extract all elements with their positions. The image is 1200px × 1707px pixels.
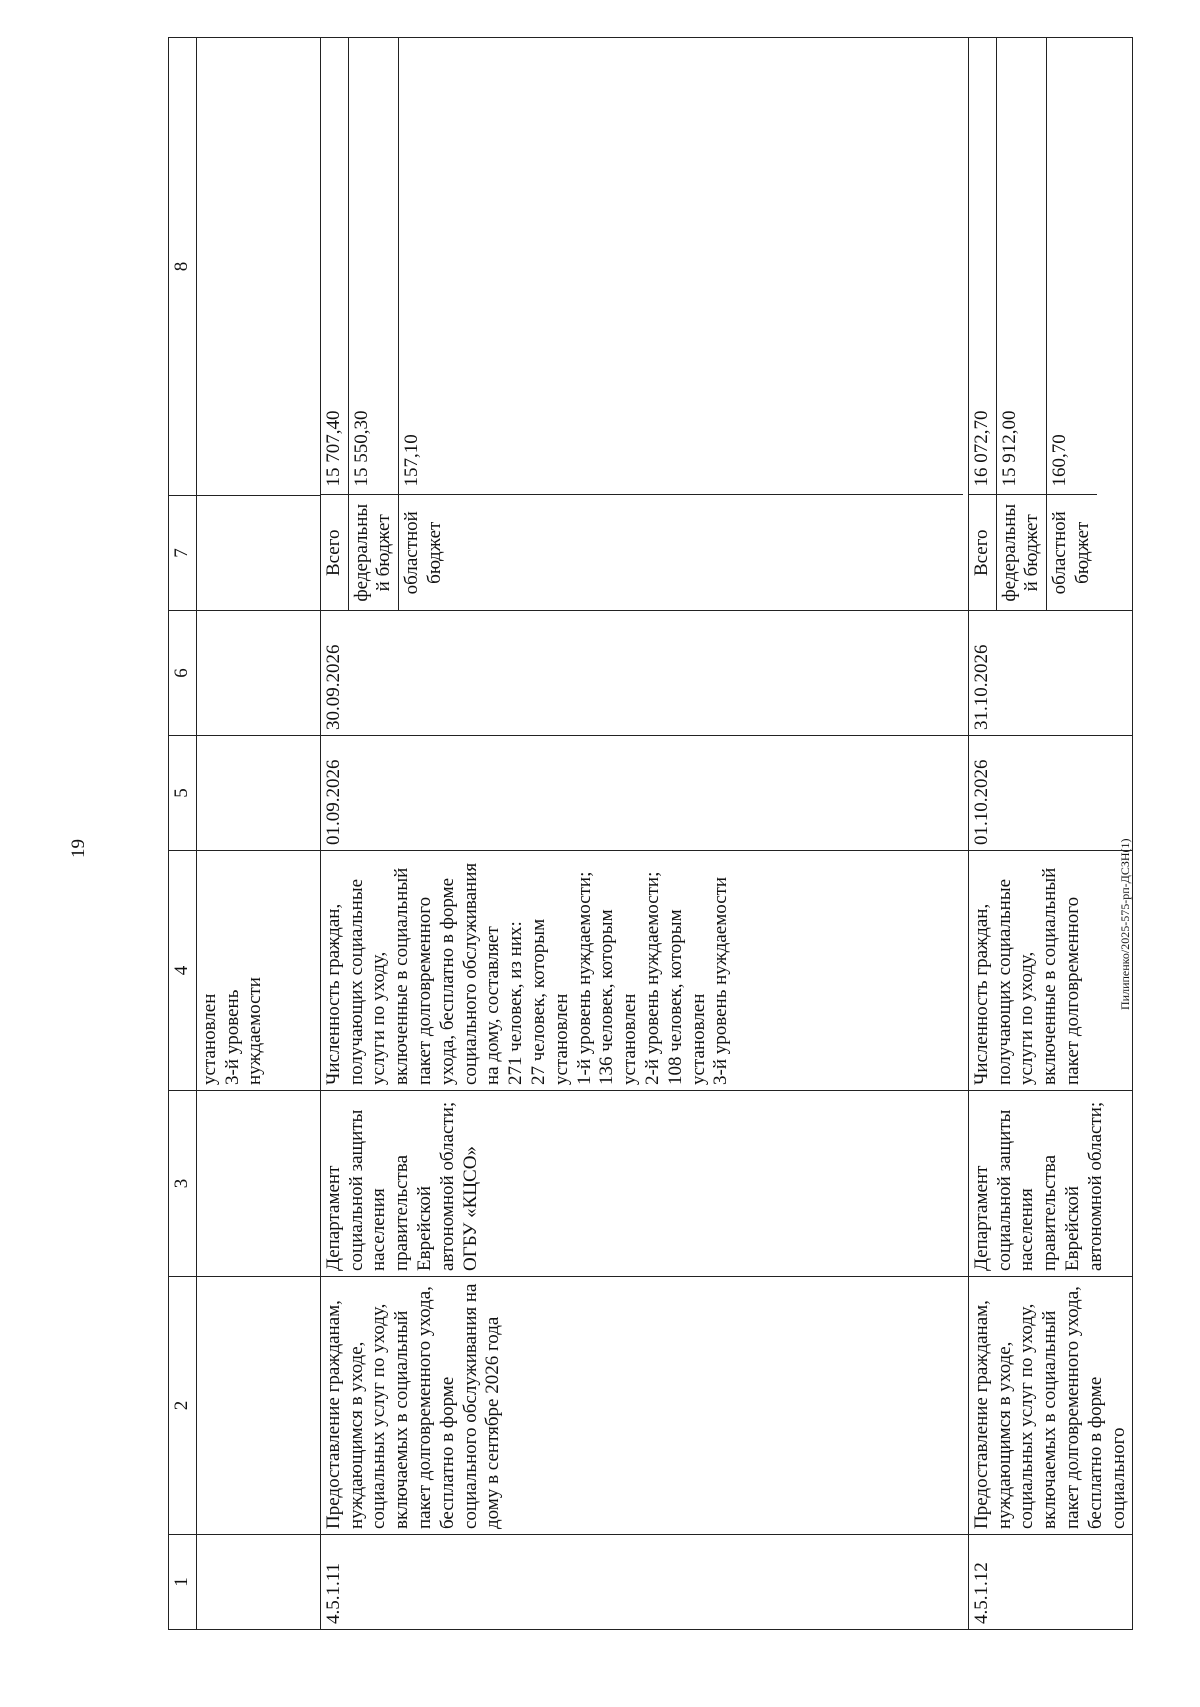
- funding-amount: 157,10: [401, 434, 423, 487]
- indicator-cell: Численность граждан, получающих социальные услуги по уходу, включенные в социальный пакет долговременного ухода, бесплатно в форме социального обслуживания на дому, составляет 271 человек, из них: 27 человек, которым установлен 1-й уровень нуждаемости; 136 человек, которым установлен 2-й уровень нуждаемости; 108 человек, которым установлен 3-й уровень нуждаемости: [320, 851, 968, 1091]
- funding-cell: [968, 38, 1133, 611]
- header-cell: 1: [169, 1535, 197, 1630]
- funding-source: областной бюджет: [399, 495, 964, 610]
- funding-row: [1047, 37, 1097, 610]
- header-cell: 7: [169, 496, 197, 611]
- funding-table: [969, 37, 1097, 610]
- end-date: 30.09.2026: [320, 611, 968, 736]
- header-cell: 6: [169, 611, 197, 736]
- funding-source: федеральный бюджет: [348, 495, 399, 610]
- header-row: [169, 38, 197, 1630]
- header-cell: 8: [169, 38, 197, 496]
- end-date: 31.10.2026: [968, 611, 1133, 736]
- cell: [196, 38, 320, 496]
- funding-row: [321, 37, 348, 610]
- funding-amount: 16 072,70: [969, 37, 996, 495]
- event-cell: Предоставление гражданам, нуждающимся в уходе, социальных услуг по уходу, включаемых в социальный пакет долговременного ухода, бесплатно в форме социального: [968, 1277, 1133, 1535]
- funding-amount: 15 550,30: [348, 37, 399, 495]
- header-cell: 2: [169, 1277, 197, 1535]
- start-date: 01.09.2026: [320, 736, 968, 851]
- start-date: 01.10.2026: [968, 736, 1133, 851]
- table-row: [968, 38, 1133, 1630]
- funding-amount: 15 912,00: [996, 37, 1047, 495]
- indicator-cell: Численность граждан, получающих социальные услуги по уходу, включенные в социальный пакет долговременного: [968, 851, 1133, 1091]
- item-number: 4.5.1.11: [320, 1535, 968, 1630]
- header-cell: 3: [169, 1091, 197, 1277]
- funding-source: Всего: [969, 495, 996, 610]
- cell: [196, 1091, 320, 1277]
- item-number: 4.5.1.12: [968, 1535, 1133, 1630]
- funding-row: [399, 37, 964, 610]
- funding-table: [321, 37, 963, 610]
- continuation-row: [196, 38, 320, 1630]
- funding-cell: [320, 38, 968, 611]
- funding-row: [996, 37, 1047, 610]
- indicator-cell: установлен 3-й уровень нуждаемости: [196, 851, 320, 1091]
- funding-row: [348, 37, 399, 610]
- funding-source: федеральный бюджет: [996, 495, 1047, 610]
- table-row: [320, 38, 968, 1630]
- cell: [196, 611, 320, 736]
- executor-cell: Департамент социальной защиты населения правительства Еврейской автономной области;: [968, 1091, 1133, 1277]
- page-number: 19: [68, 839, 89, 858]
- event-cell: Предоставление гражданам, нуждающимся в уходе, социальных услуг по уходу, включаемых в социальный пакет долговременного ухода, бесплатно в форме социального обслуживания на дому в сентябре 2026 года: [320, 1277, 968, 1535]
- header-cell: 4: [169, 851, 197, 1091]
- funding-source: Всего: [321, 495, 348, 610]
- schedule-table: [168, 37, 1133, 1630]
- funding-row: [969, 37, 996, 610]
- cell: [196, 1535, 320, 1630]
- document-code: Пилипенко/2025-575-рп-ДСЗН(1): [1118, 838, 1132, 1010]
- cell: [196, 736, 320, 851]
- rotated-table-container: [168, 38, 1130, 1630]
- cell: [196, 1277, 320, 1535]
- executor-cell: Департамент социальной защиты населения правительства Еврейской автономной области; ОГБУ «КЦСО»: [320, 1091, 968, 1277]
- funding-amount: 15 707,40: [321, 37, 348, 495]
- funding-source: областной бюджет: [1047, 495, 1097, 610]
- cell: [196, 496, 320, 611]
- header-cell: 5: [169, 736, 197, 851]
- funding-amount: 160,70: [1049, 434, 1071, 487]
